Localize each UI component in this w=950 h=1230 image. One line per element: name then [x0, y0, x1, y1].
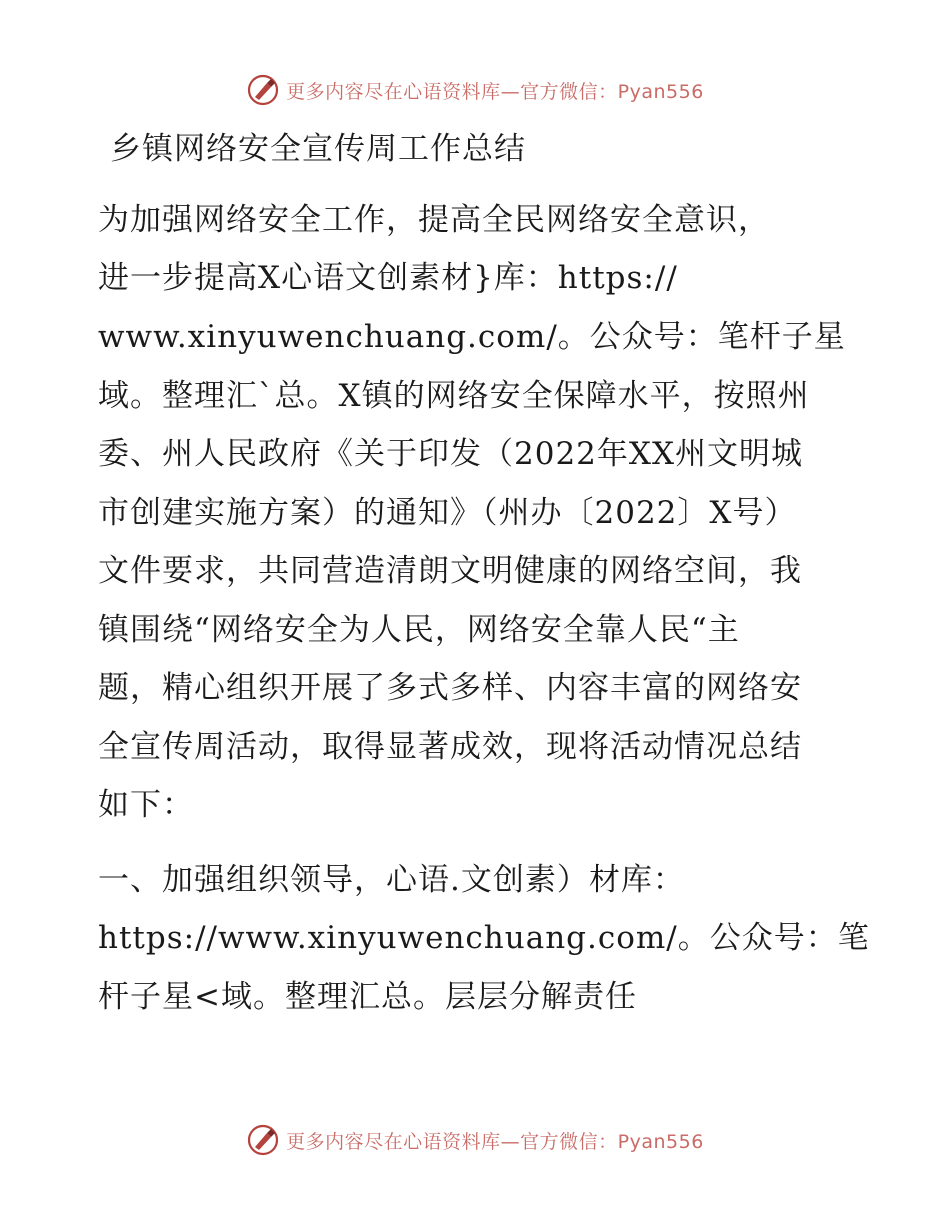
- paragraph-line: 一、加强组织领导，心语.文创素）材库：: [98, 862, 685, 898]
- paragraph-line: 文件要求，共同营造清朗文明健康的网络空间，我: [98, 553, 802, 589]
- paragraph-line: https://www.xinyuwenchuang.com/。公众号：笔: [98, 920, 870, 956]
- paragraph-line: 域。整理汇`总。X镇的网络安全保障水平，按照州: [98, 378, 810, 414]
- header-banner: [0, 68, 950, 112]
- paragraph-line: 为加强网络安全工作，提高全民网络安全意识，: [98, 202, 770, 238]
- banner-text: 更多内容尽在心语资料库—官方微信：Pyan556: [286, 1130, 704, 1153]
- document-title: 乡镇网络安全宣传周工作总结: [110, 131, 526, 167]
- paragraph-line: 全宣传周活动，取得显著成效，现将活动情况总结: [98, 729, 802, 765]
- banner-text: 更多内容尽在心语资料库—官方微信：Pyan556: [286, 80, 704, 103]
- paragraph-line: 杆子星<域。整理汇总。层层分解责任: [98, 979, 637, 1015]
- pen-nib-logo-icon: [246, 73, 280, 107]
- paragraph-line: 市创建实施方案）的通知》（州办〔2022〕X号）: [98, 495, 797, 531]
- paragraph-line: 镇围绕“网络安全为人民，网络安全靠人民“主: [98, 612, 740, 648]
- paragraph-line: 委、州人民政府《关于印发（2022年XX州文明城: [98, 436, 804, 472]
- paragraph-line: 进一步提高X心语文创素材}库：https://: [98, 260, 678, 296]
- paragraph-line: 如下：: [98, 787, 194, 823]
- pen-nib-logo-icon: [246, 1123, 280, 1157]
- paragraph-line: 题，精心组织开展了多式多样、内容丰富的网络安: [98, 670, 802, 706]
- paragraph-line: www.xinyuwenchuang.com/。公众号：笔杆子星: [98, 319, 846, 355]
- footer-banner: [0, 1118, 950, 1162]
